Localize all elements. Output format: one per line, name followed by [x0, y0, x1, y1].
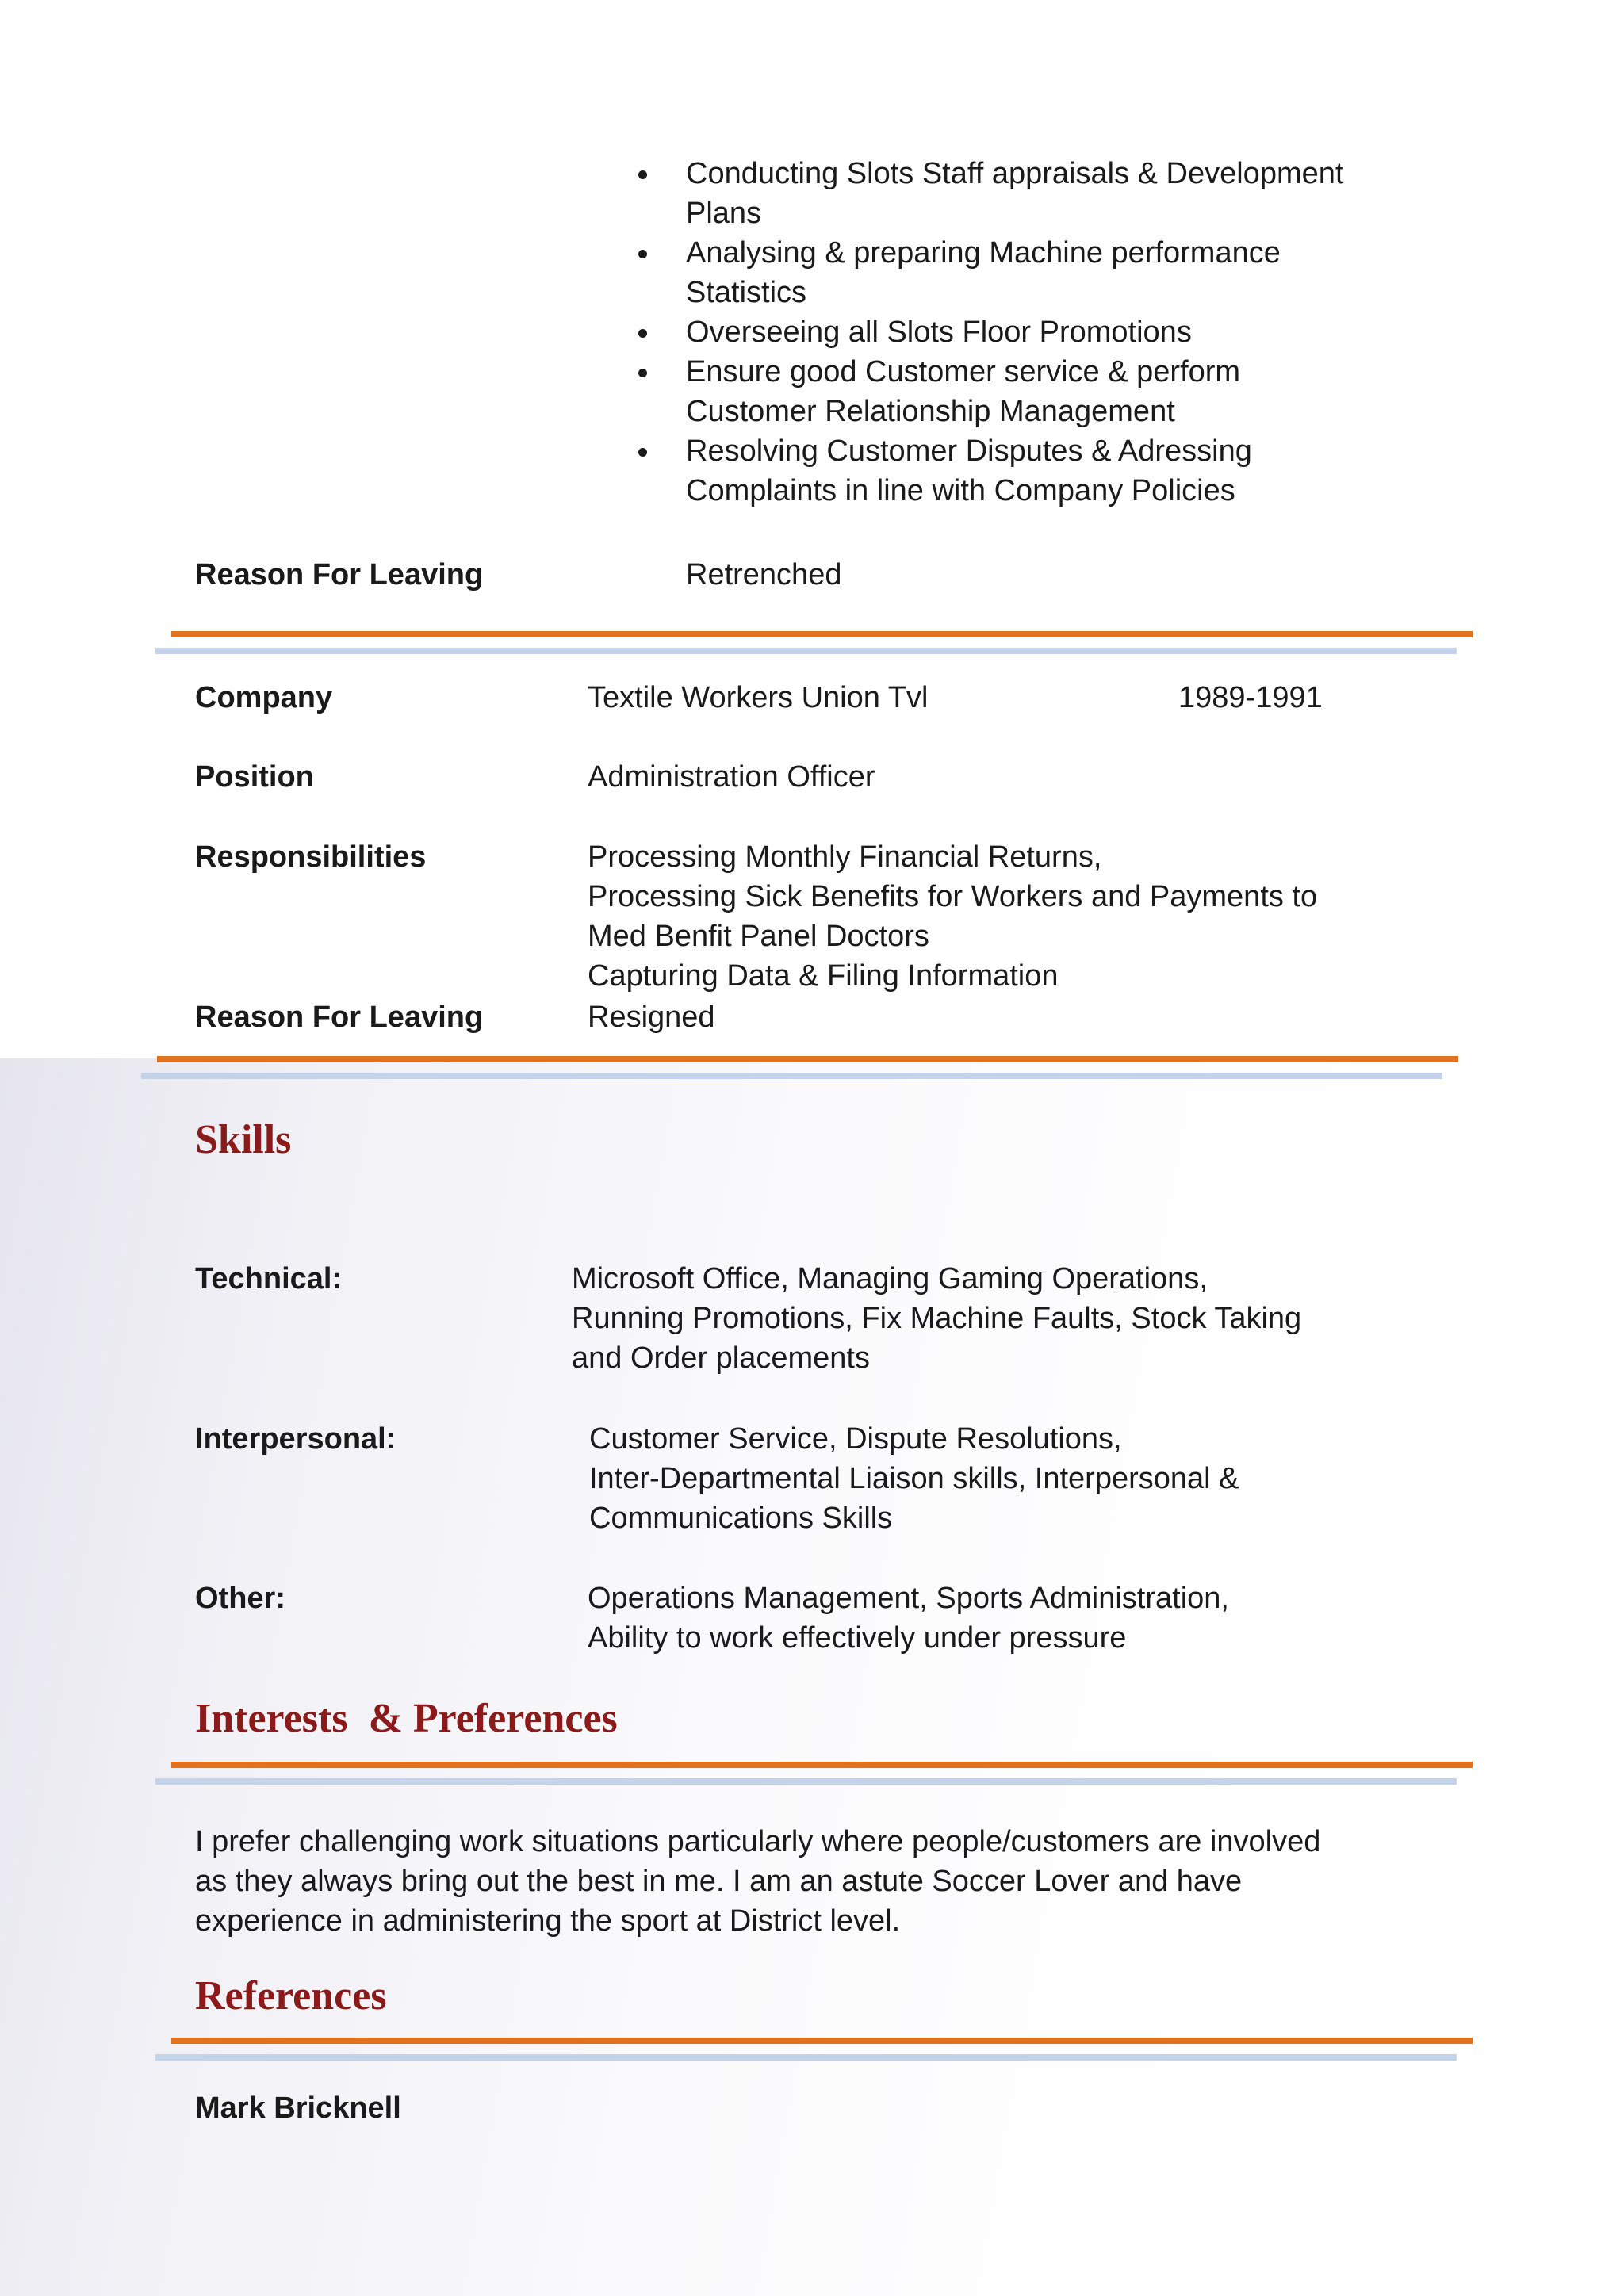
- responsibilities-label: Responsibilities: [195, 840, 427, 874]
- reason-for-leaving-label: Reason For Leaving: [195, 558, 484, 591]
- responsibilities-text: Processing Monthly Financial Returns, Processing Sick Benefits for Workers and Payments to Med Benfit Panel Doctors Capturing Data & Filing Information: [588, 840, 1318, 993]
- duties-bullet-list: [638, 154, 1343, 511]
- section-divider-blue: [155, 648, 1457, 654]
- section-divider-blue: [155, 1778, 1457, 1785]
- list-item: Conducting Slots Staff appraisals & Development Plans: [638, 154, 1343, 233]
- other-skills-label: Other:: [195, 1582, 285, 1615]
- section-divider-orange: [171, 2038, 1473, 2044]
- position-label: Position: [195, 760, 314, 794]
- interpersonal-skills-text: Customer Service, Dispute Resolutions, Inter-Departmental Liaison skills, Interpersonal & Communications Skills: [589, 1422, 1239, 1535]
- interests-heading: Interests & Preferences: [195, 1696, 618, 1741]
- section-divider-blue: [155, 2054, 1457, 2061]
- reference-name: Mark Bricknell: [195, 2091, 401, 2125]
- interpersonal-skills-label: Interpersonal:: [195, 1422, 396, 1456]
- skills-heading: Skills: [195, 1117, 292, 1162]
- reason-for-leaving-label: Reason For Leaving: [195, 1001, 484, 1034]
- reason-for-leaving-value: Retrenched: [686, 558, 842, 591]
- reason-for-leaving-value: Resigned: [588, 1001, 715, 1034]
- list-item: Ensure good Customer service & perform Customer Relationship Management: [638, 352, 1343, 431]
- list-item: Resolving Customer Disputes & Adressing Complaints in line with Company Policies: [638, 431, 1343, 511]
- other-skills-text: Operations Management, Sports Administration, Ability to work effectively under pressure: [588, 1582, 1229, 1655]
- position-value: Administration Officer: [588, 760, 875, 794]
- list-item: Analysing & preparing Machine performance Statistics: [638, 233, 1343, 312]
- section-divider-orange: [171, 1762, 1473, 1768]
- technical-skills-label: Technical:: [195, 1262, 343, 1295]
- company-label: Company: [195, 681, 333, 714]
- section-divider-orange: [157, 1056, 1458, 1062]
- references-heading: References: [195, 1973, 387, 2019]
- list-item: Overseeing all Slots Floor Promotions: [638, 312, 1343, 352]
- company-value: Textile Workers Union Tvl: [588, 681, 929, 714]
- section-divider-orange: [171, 631, 1473, 637]
- technical-skills-text: Microsoft Office, Managing Gaming Operations, Running Promotions, Fix Machine Faults, Stock Taking and Order placements: [572, 1262, 1302, 1375]
- employment-dates: 1989-1991: [1178, 681, 1323, 714]
- interests-paragraph: I prefer challenging work situations particularly where people/customers are involved as they always bring out the best in me. I am an astute Soccer Lover and have experience in administering the sport at District level.: [195, 1825, 1321, 1938]
- section-divider-blue: [141, 1073, 1442, 1079]
